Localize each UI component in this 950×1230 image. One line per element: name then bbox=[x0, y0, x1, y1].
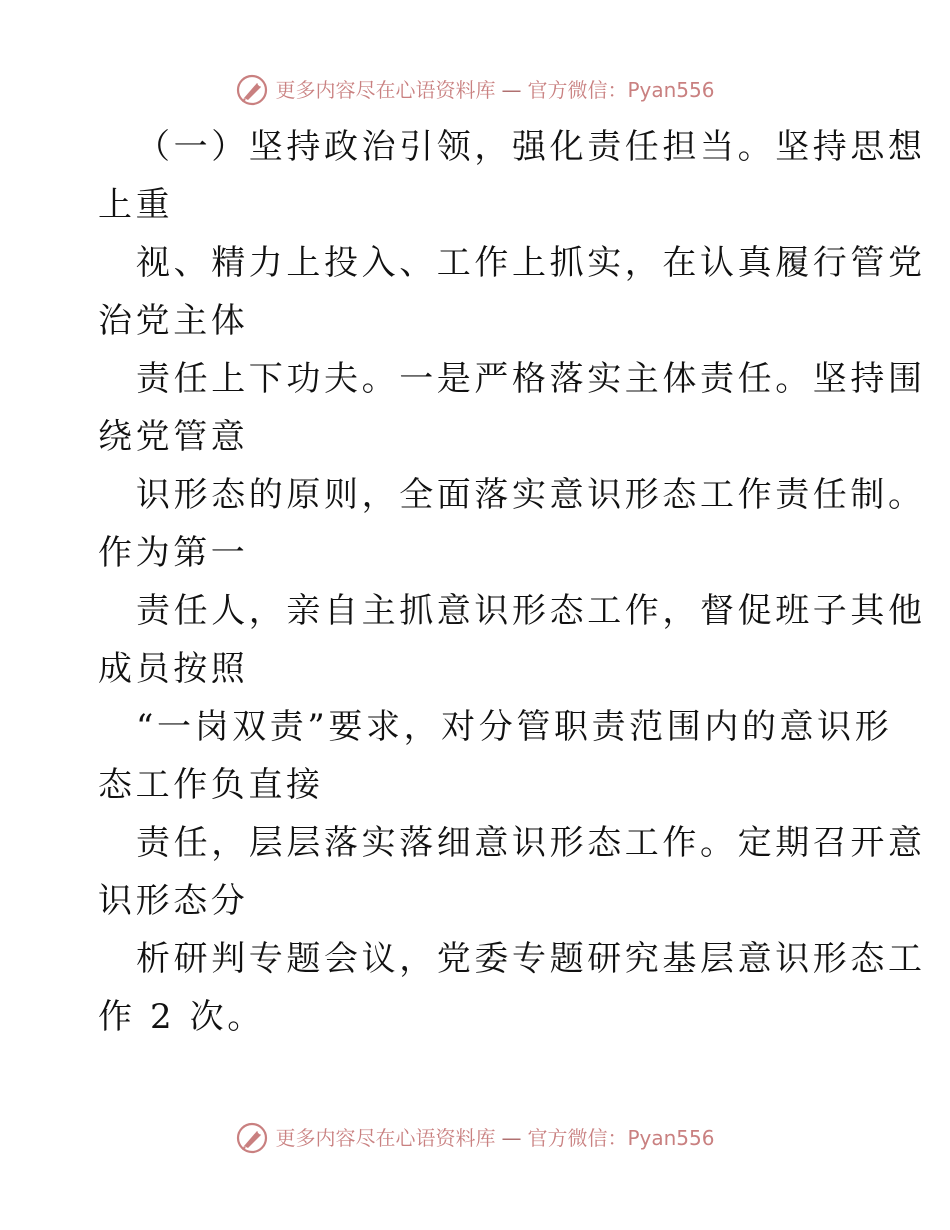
watermark-dash: — bbox=[501, 1126, 522, 1150]
text-line: 治党主体 bbox=[98, 301, 249, 341]
header-watermark bbox=[0, 70, 950, 110]
text-line: 作为第一 bbox=[98, 533, 249, 573]
text-line: 识形态的原则，全面落实意识形态工作责任制。 bbox=[136, 475, 926, 515]
text-line: 上重 bbox=[98, 185, 174, 225]
text-line: 析研判专题会议，党委专题研究基层意识形态工 bbox=[136, 939, 926, 979]
text-line: “一岗双责”要求，对分管职责范围内的意识形 bbox=[136, 707, 893, 747]
text-line: 识形态分 bbox=[98, 881, 249, 921]
text-line: （一）坚持政治引领，强化责任担当。坚持思想 bbox=[136, 127, 926, 167]
text-line: 绕党管意 bbox=[98, 417, 249, 457]
text-line: 态工作负直接 bbox=[98, 765, 324, 805]
watermark-dash: — bbox=[501, 78, 522, 102]
pen-nib-logo-icon bbox=[235, 1121, 269, 1155]
watermark-main-text: 更多内容尽在心语资料库 bbox=[275, 1126, 496, 1150]
footer-watermark bbox=[0, 1118, 950, 1158]
text-line: 责任人，亲自主抓意识形态工作，督促班子其他 bbox=[136, 591, 926, 631]
document-body bbox=[98, 118, 926, 1046]
text-line: 成员按照 bbox=[98, 649, 249, 689]
pen-nib-logo-icon bbox=[235, 73, 269, 107]
watermark-wechat-text: 官方微信：Pyan556 bbox=[527, 1126, 715, 1150]
text-line: 责任上下功夫。一是严格落实主体责任。坚持围 bbox=[136, 359, 926, 399]
text-line: 作 2 次。 bbox=[98, 997, 265, 1037]
watermark-main-text: 更多内容尽在心语资料库 bbox=[275, 78, 496, 102]
text-line: 视、精力上投入、工作上抓实，在认真履行管党 bbox=[136, 243, 926, 283]
watermark-wechat-text: 官方微信：Pyan556 bbox=[527, 78, 715, 102]
text-line: 责任，层层落实落细意识形态工作。定期召开意 bbox=[136, 823, 926, 863]
